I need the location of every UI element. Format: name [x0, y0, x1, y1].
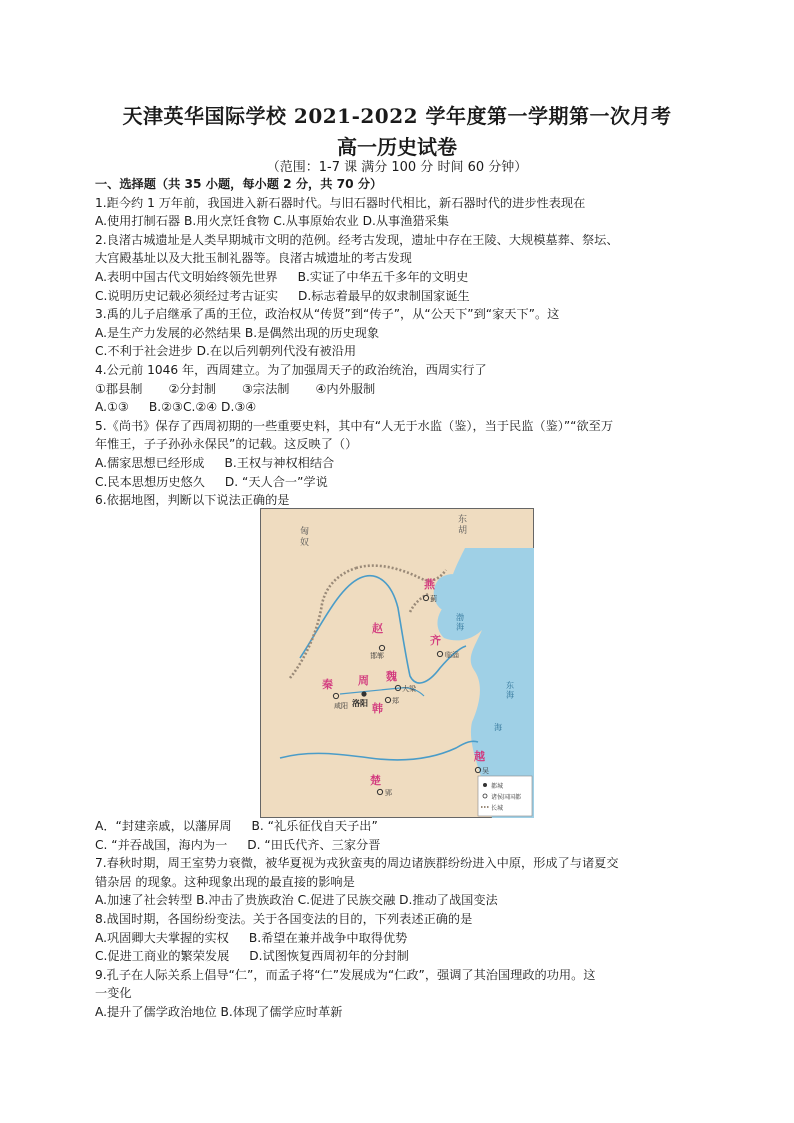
label-donghu: 东胡 [458, 515, 468, 536]
q6-option-c: C. “并吞战国，海内为一 [95, 837, 228, 852]
label-handan: 邯郸 [370, 652, 384, 660]
q3-stem: 3.禹的儿子启继承了禹的王位，政治权从“传贤”到“传子”，从“公天下”到“家天下”。这 [95, 307, 560, 322]
label-ying: 郢 [385, 789, 392, 797]
q4-item-1: ①郡县制 [95, 381, 143, 396]
exam-title: 天津英华国际学校 2021-2022 学年度第一学期第一次月考 [122, 104, 672, 128]
q7-stem-line1: 7.春秋时期，周王室势力衰微，被华夏视为戎狄蛮夷的周边诸族群纷纷进入中原，形成了与诸夏交 [95, 856, 619, 871]
label-xianyang: 咸阳 [334, 702, 348, 710]
label-xiongnu: 匈奴 [300, 527, 310, 548]
label-linzi: 临淄 [445, 651, 459, 659]
q8-option-d: D.试图恢复西周初年的分封制 [249, 949, 409, 964]
warring-states-map [260, 508, 534, 818]
label-yan: 燕 [424, 578, 435, 591]
q2-option-d: D.标志着最早的奴隶制国家诞生 [298, 288, 470, 303]
q6-options-cd [95, 836, 715, 855]
q9-stem-line1: 9.孔子在人际关系上倡导“仁”，而孟子将“仁”发展成为“仁政”，强调了其治国理政的功用。这 [95, 967, 596, 982]
q4-stem: 4.公元前 1046 年，西周建立。为了加强周天子的政治统治，西周实行了 [95, 362, 487, 377]
q8-option-b: B.希望在兼并战争中取得优势 [248, 930, 408, 945]
q3-options-cd: C.不利于社会进步 D.在以后列朝列代没有被沿用 [95, 344, 357, 359]
q6-options-ab [95, 817, 715, 836]
exam-scope: （范围：1-7 课 满分 100 分 时间 60 分钟） [266, 160, 528, 175]
legend-state-capital: 诸侯国国都 [491, 794, 522, 801]
q2-options-ab [95, 268, 705, 287]
q5-option-a: A.儒家思想已经形成 [95, 455, 205, 470]
q9-stem-line2: 一变化 [95, 986, 132, 1001]
q6-stem: 6.依据地图，判断以下说法正确的是 [95, 493, 290, 508]
q2-options-cd [95, 287, 705, 306]
label-daliang: 大梁 [402, 685, 416, 693]
label-qin: 秦 [322, 678, 333, 691]
q4-item-3: ③宗法制 [242, 381, 290, 396]
q8-options-cd [95, 947, 715, 966]
q8-stem: 8.战国时期，各国纷纷变法。关于各国变法的目的，下列表述正确的是 [95, 911, 473, 926]
q5-options-ab [95, 454, 705, 473]
q2-stem-line1: 2.良渚古城遗址是人类早期城市文明的范例。经考古发现，遗址中存在王陵、大规模墓葬、祭坛、 [95, 232, 619, 247]
label-zheng: 郑 [392, 697, 399, 705]
q5-options-cd [95, 473, 705, 492]
q6-option-d: D. “田氏代齐、三家分晋 [247, 837, 381, 852]
q8-option-c: C.促进工商业的繁荣发展 [95, 949, 230, 964]
q9-options-ab: A.提升了儒学政治地位 B.体现了儒学应时革新 [95, 1004, 343, 1019]
q5-option-b: B.王权与神权相结合 [224, 455, 335, 470]
q4-option-a: A.①③ [95, 400, 129, 415]
city-luoyang [361, 691, 366, 696]
legend-wall: 长城 [491, 805, 504, 812]
q7-stem-line2: 错杂居 的现象。这种现象出现的最直接的影响是 [95, 874, 355, 889]
q2-stem-line2: 大宫殿基址以及大批玉制礼器等。良渚古城遗址的考古发现 [95, 251, 412, 266]
label-donghai: 东海 [506, 681, 514, 700]
q1-stem: 1.距今约 1 万年前，我国进入新石器时代。与旧石器时代相比，新石器时代的进步性表现在 [95, 195, 586, 210]
label-yue: 越 [474, 750, 485, 763]
q4-options [95, 398, 705, 417]
label-wu: 吴 [482, 767, 489, 775]
q6-option-b: B. “礼乐征伐自天子出” [251, 819, 378, 833]
exam-subtitle: 高一历史试卷 [337, 135, 457, 159]
q5-option-d: D. “天人合一”学说 [224, 474, 328, 489]
label-han: 韩 [372, 702, 383, 715]
q4-items [95, 380, 705, 399]
q4-item-2: ②分封制 [168, 381, 216, 396]
section-heading: 一、选择题（共 35 小题，每小题 2 分，共 70 分） [95, 177, 383, 191]
questions-part-1 [95, 175, 705, 510]
legend-capital-mark [483, 783, 487, 787]
label-zhou: 周 [358, 674, 369, 687]
q6-option-a: A．“封建亲戚，以藩屏周 [95, 819, 232, 833]
label-qi: 齐 [430, 634, 441, 647]
label-bohai: 渤海 [456, 613, 464, 632]
q7-options: A.加速了社会转型 B.冲击了贵族政治 C.促进了民族交融 D.推动了战国变法 [95, 893, 498, 908]
q5-stem-line1: 5.《尚书》保存了西周初期的一些重要史料，其中有“人无于水监（鉴），当于民监（鉴）”“欲至万 [95, 418, 614, 433]
questions-part-2 [95, 817, 715, 1022]
q5-option-c: C.民本思想历史悠久 [95, 474, 205, 489]
q8-option-a: A.巩固卿大夫掌握的实权 [95, 930, 229, 945]
label-wei: 魏 [386, 670, 397, 683]
label-ji: 蓟 [430, 595, 437, 603]
q3-options-ab: A.是生产力发展的必然结果 B.是偶然出现的历史现象 [95, 325, 380, 340]
q1-options: A.使用打制石器 B.用火烹饪食物 C.从事原始农业 D.从事渔猎采集 [95, 214, 449, 229]
label-luoyang: 洛阳 [352, 699, 368, 708]
q4-option-bcd: B.②③C.②④ D.③④ [148, 400, 257, 415]
q5-stem-line2: 年惟王，子子孙孙永保民”的记载。这反映了（） [95, 437, 358, 452]
q2-option-b: B.实证了中华五千多年的文明史 [297, 269, 469, 284]
q2-option-c: C.说明历史记载必须经过考古证实 [95, 288, 279, 303]
legend-capital: 都城 [491, 783, 504, 790]
q8-options-ab [95, 929, 715, 948]
label-huanghai: 海 [494, 723, 502, 732]
label-zhao: 赵 [372, 622, 383, 635]
q4-item-4: ④内外服制 [315, 381, 376, 396]
q2-option-a: A.表明中国古代文明始终领先世界 [95, 269, 278, 284]
label-chu: 楚 [370, 774, 381, 787]
